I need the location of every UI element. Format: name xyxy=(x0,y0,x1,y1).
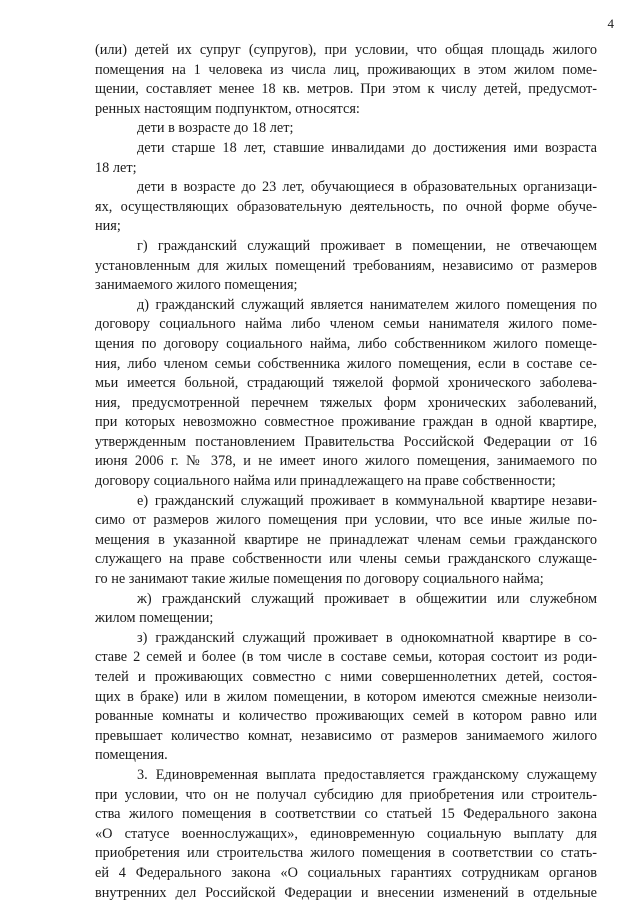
text-line: з) гражданский служащий проживает в однокомнатной квартире в со- xyxy=(137,629,597,646)
text-line: договору социального найма либо членом семьи нанимателя жилого поме- xyxy=(95,316,597,333)
text-line: занимаемого жилого помещения; xyxy=(95,277,298,294)
text-line: июня 2006 г. № 378, и не имеет иного жилого помещения, занимаемого по xyxy=(95,453,597,470)
text-line: ж) гражданский служащий проживает в общежитии или служебном xyxy=(137,590,597,607)
text-line: щих в браке) или в жилом помещении, в котором имеются смежные неизоли- xyxy=(95,688,597,705)
text-line: щения по договору социального найма, либо собственником жилого помеще- xyxy=(95,335,597,352)
text-line: ния; xyxy=(95,218,121,235)
text-line: установленным для жилых помещений требованиям, независимо от размеров xyxy=(95,257,597,274)
text-line: г) гражданский служащий проживает в помещении, не отвечающем xyxy=(137,237,597,254)
text-line: 18 лет; xyxy=(95,159,137,176)
text-line: «О статусе военнослужащих», единовременную социальную выплату для xyxy=(95,825,597,842)
text-line: мещения в указанной квартире не принадлежат членам семьи гражданского xyxy=(95,531,597,548)
text-line: помещения. xyxy=(95,747,168,764)
text-line: ния, предусмотренной перечнем тяжелых форм хронических заболеваний, xyxy=(95,394,597,411)
text-line: д) гражданский служащий является нанимателем жилого помещения по xyxy=(137,296,597,313)
text-line: телей и проживающих совместно с ними совершеннолетних детей, состоя- xyxy=(95,669,597,685)
text-line: ставе 2 семей и более (в том числе в составе семьи, которая состоит из роди- xyxy=(95,649,597,666)
text-line: мьи имеется больной, страдающий тяжелой формой хронического заболева- xyxy=(95,375,597,392)
text-line: приобретения или строительства жилого помещения в соответствии со стать- xyxy=(95,845,597,862)
text-line: при которых невозможно совместное проживание граждан в одной квартире, xyxy=(95,414,597,431)
text-line: жилом помещении; xyxy=(95,610,214,627)
text-line: дети в возрасте до 18 лет; xyxy=(137,120,294,137)
text-line: помещения на 1 человека из числа лиц, проживающих в этом жилом поме- xyxy=(95,61,597,78)
text-line: ния, либо членом семьи собственника жилого помещения, если в составе се- xyxy=(95,355,597,372)
text-line: ей 4 Федерального закона «О социальных гарантиях сотрудникам органов xyxy=(95,864,597,881)
text-line: го не занимают такие жилые помещения по договору социального найма; xyxy=(95,571,544,588)
text-line: договору социального найма или принадлежащего на праве собственности; xyxy=(95,473,556,490)
text-line: симо от размеров жилого помещения при условии, что все иные жилые по- xyxy=(95,512,597,529)
document-body xyxy=(95,41,597,903)
text-line: ях, осуществляющих образовательную деятельность, по очной форме обуче- xyxy=(95,198,597,215)
text-line: ства жилого помещения в соответствии со статьей 15 Федерального закона xyxy=(95,806,597,823)
text-line: ренных настоящим подпунктом, относятся: xyxy=(95,100,360,117)
text-line: дети в возрасте до 23 лет, обучающиеся в образовательных организаци- xyxy=(137,179,597,196)
text-line: при условии, что он не получал субсидию для приобретения или строитель- xyxy=(95,786,597,803)
text-line: служащего на праве собственности или члены семьи гражданского служаще- xyxy=(95,551,597,568)
text-line: утвержденным постановлением Правительства Российской Федерации от 16 xyxy=(95,433,597,450)
text-line: 3. Единовременная выплата предоставляется гражданскому служащему xyxy=(137,766,597,783)
text-line: превышает количество комнат, независимо от размеров занимаемого жилого xyxy=(95,727,597,744)
page-number: 4 xyxy=(607,16,614,31)
text-line: щении, составляет менее 18 кв. метров. При этом к числу детей, предусмот- xyxy=(95,81,597,98)
text-line: (или) детей их супруг (супругов), при условии, что общая площадь жилого xyxy=(95,42,597,58)
text-line: дети старше 18 лет, ставшие инвалидами до достижения ими возраста xyxy=(137,139,597,156)
text-line: е) гражданский служащий проживает в коммунальной квартире незави- xyxy=(137,492,597,509)
text-line: внутренних дел Российской Федерации и внесении изменений в отдельные xyxy=(95,884,597,901)
text-line: рованные комнаты и количество проживающих семей в котором равно или xyxy=(95,708,597,725)
